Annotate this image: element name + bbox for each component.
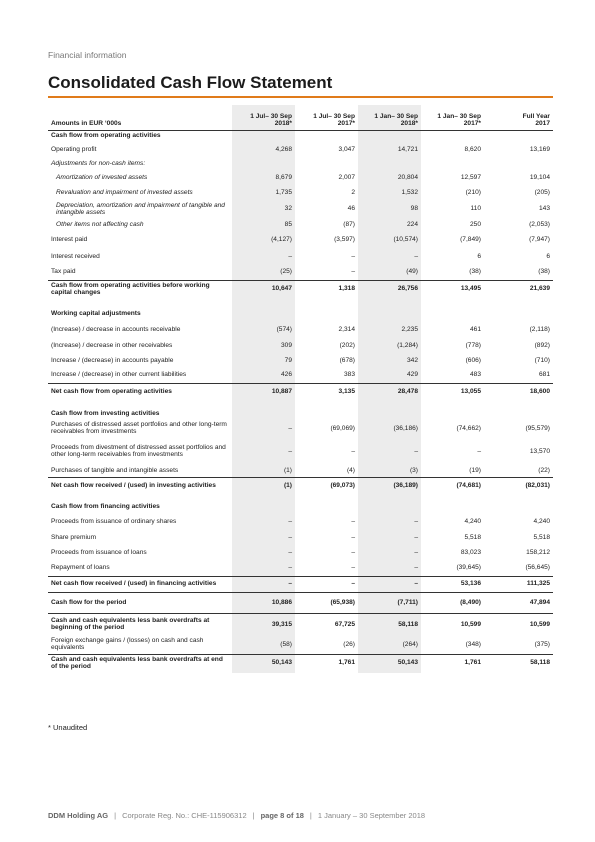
row-value: 26,756 <box>358 281 421 299</box>
row-label: Net cash flow received / (used) in investing activities <box>48 478 232 496</box>
table-row <box>48 354 553 369</box>
row-value <box>484 299 553 308</box>
row-label: Revaluation and impairment of invested assets <box>56 189 193 197</box>
row-value: 5,518 <box>464 533 481 541</box>
row-value: 50,143 <box>232 655 295 673</box>
table-row <box>48 637 553 655</box>
row-value <box>232 401 295 409</box>
row-value: (1) <box>232 466 295 478</box>
row-label: Cash flow from operating activities before working capital changes <box>48 281 232 299</box>
row-value: (210) <box>465 189 481 197</box>
row-label: Net cash flow received / (used) in financing activities <box>48 577 232 593</box>
row-value: – <box>358 439 421 466</box>
row-value: 10,887 <box>232 384 295 401</box>
row-value: – <box>358 249 421 266</box>
row-value <box>421 401 484 409</box>
table-body <box>48 131 553 673</box>
row-value: (95,579) <box>525 424 550 432</box>
row-value <box>484 159 553 171</box>
row-label: Foreign exchange gains / (losses) on cash and cash equivalents <box>51 637 204 652</box>
row-value: – <box>351 548 355 556</box>
row-label: Other items not affecting cash <box>56 220 144 228</box>
row-value: (25) <box>232 266 295 281</box>
row-value: (7,849) <box>460 235 481 243</box>
title-rule <box>48 96 553 98</box>
table-row <box>48 409 553 420</box>
row-value: 20,804 <box>358 171 421 187</box>
row-value: 3,135 <box>295 384 358 401</box>
row-value <box>295 502 358 514</box>
row-value <box>295 131 358 142</box>
row-value: (87) <box>343 220 355 228</box>
table-row <box>48 369 553 384</box>
row-value <box>232 131 295 142</box>
row-label: Adjustments for non-cash items: <box>51 160 146 168</box>
row-value <box>484 401 553 409</box>
row-value <box>295 159 358 171</box>
row-value: (2,053) <box>529 220 550 228</box>
row-value: (3,597) <box>334 235 355 243</box>
row-value: (36,189) <box>358 478 421 496</box>
row-value: 2,314 <box>338 325 355 333</box>
row-value: 28,478 <box>358 384 421 401</box>
row-value <box>232 502 295 514</box>
row-value <box>484 308 553 322</box>
row-value <box>421 409 484 420</box>
row-value: (348) <box>465 640 481 648</box>
column-header: Full Year 2017 <box>484 105 553 131</box>
row-value: – <box>232 546 295 561</box>
row-label: Cash flow from investing activities <box>51 409 160 417</box>
row-value: – <box>351 268 355 276</box>
row-value: 4,268 <box>232 142 295 159</box>
row-value: 10,599 <box>421 614 484 637</box>
row-value: (375) <box>534 640 550 648</box>
row-value: – <box>351 252 355 260</box>
row-value: 681 <box>538 371 550 379</box>
row-value: – <box>358 577 421 593</box>
row-value: (778) <box>465 341 481 349</box>
table-row <box>48 502 553 514</box>
row-value <box>358 409 421 420</box>
row-value: 461 <box>469 325 481 333</box>
row-value: – <box>358 514 421 531</box>
table-row <box>48 401 553 409</box>
row-label <box>48 401 232 409</box>
row-value: 8,620 <box>464 145 481 153</box>
row-value <box>295 401 358 409</box>
row-value: – <box>358 531 421 546</box>
row-label: Cash flow from financing activities <box>51 503 160 511</box>
row-value: 5,518 <box>533 533 550 541</box>
row-label <box>48 299 232 308</box>
row-value: (65,938) <box>295 593 358 614</box>
row-value: 10,886 <box>232 593 295 614</box>
column-header: 1 Jan– 30 Sep 2017* <box>421 105 484 131</box>
row-value: (7,947) <box>529 235 550 243</box>
row-value: 483 <box>469 371 481 379</box>
row-value: 429 <box>358 369 421 384</box>
row-value <box>295 308 358 322</box>
row-value: 8,679 <box>232 171 295 187</box>
table-row <box>48 614 553 637</box>
row-value: 14,721 <box>358 142 421 159</box>
row-label: Proceeds from issuance of loans <box>51 548 147 556</box>
row-label: Amortization of invested assets <box>56 174 148 182</box>
row-value: 1,532 <box>358 187 421 201</box>
row-value: 2,235 <box>358 322 421 339</box>
table-row <box>48 531 553 546</box>
row-value: (38) <box>538 268 550 276</box>
table-row <box>48 514 553 531</box>
row-value: – <box>232 439 295 466</box>
row-value: – <box>295 577 358 593</box>
row-value: 58,118 <box>484 655 553 673</box>
row-value: 6 <box>477 252 481 260</box>
row-value: 143 <box>538 205 550 213</box>
row-value: (606) <box>465 356 481 364</box>
row-value <box>484 131 553 142</box>
table-row <box>48 281 553 299</box>
table-row <box>48 384 553 401</box>
row-label: Cash flow for the period <box>48 593 232 614</box>
row-value: 3,047 <box>338 145 355 153</box>
row-value: (36,186) <box>358 420 421 439</box>
row-value: – <box>358 546 421 561</box>
table-header-row <box>48 105 553 131</box>
row-value <box>421 502 484 514</box>
table-row <box>48 131 553 142</box>
row-value: (678) <box>339 356 355 364</box>
page-footer: DDM Holding AG | Corporate Reg. No.: CHE-115906312 | page 8 of 18 | 1 January – 30 September 2018 <box>48 811 426 820</box>
header-amounts-label: Amounts in EUR ‘000s <box>48 105 232 131</box>
table-row <box>48 171 553 187</box>
row-value: 13,570 <box>529 447 550 455</box>
row-value: 224 <box>358 219 421 232</box>
table-row <box>48 187 553 201</box>
row-value: (22) <box>538 466 550 474</box>
row-value: (574) <box>232 322 295 339</box>
row-label: Interest paid <box>51 235 88 243</box>
row-value: 12,597 <box>460 174 481 182</box>
row-label: Purchases of tangible and intangible assets <box>51 466 179 474</box>
row-value: (7,711) <box>358 593 421 614</box>
table-row <box>48 561 553 577</box>
row-value: 58,118 <box>358 614 421 637</box>
footer-company: DDM Holding AG <box>48 811 109 820</box>
row-value: 111,325 <box>484 577 553 593</box>
row-value: 13,169 <box>529 145 550 153</box>
row-value: 85 <box>232 219 295 232</box>
row-value <box>484 502 553 514</box>
row-label: (Increase) / decrease in other receivables <box>51 341 173 349</box>
row-value: 1,318 <box>295 281 358 299</box>
row-value: 79 <box>232 354 295 369</box>
row-label: Increase / (decrease) in accounts payable <box>51 356 174 364</box>
table-row <box>48 577 553 593</box>
row-value: – <box>351 533 355 541</box>
row-label: Purchases of distressed asset portfolios and other long-term receivables from investments <box>51 421 227 435</box>
footer-period: 1 January – 30 September 2018 <box>317 811 426 820</box>
row-label: Repayment of loans <box>51 563 110 571</box>
page-title: Consolidated Cash Flow Statement <box>48 73 333 92</box>
row-value: (38) <box>469 268 481 276</box>
row-value: 342 <box>358 354 421 369</box>
table-row <box>48 339 553 354</box>
table-row <box>48 266 553 281</box>
row-label: Cash and cash equivalents less bank overdrafts at end of the period <box>48 655 232 673</box>
row-value: (26) <box>343 640 355 648</box>
row-value: 10,647 <box>232 281 295 299</box>
row-label: Depreciation, amortization and impairment of tangible and intangible assets <box>56 201 225 216</box>
row-value: 309 <box>232 339 295 354</box>
row-value: 110 <box>470 205 481 213</box>
row-value: (4,127) <box>232 232 295 249</box>
row-value: – <box>351 447 355 455</box>
row-value: 6 <box>546 252 550 260</box>
row-value: (82,031) <box>484 478 553 496</box>
row-value <box>232 409 295 420</box>
row-value: (19) <box>469 466 481 474</box>
row-label: Cash flow from operating activities <box>51 131 161 139</box>
row-value: 4,240 <box>464 517 481 525</box>
row-value: (892) <box>534 341 550 349</box>
row-value: 383 <box>343 371 355 379</box>
footer-reg: Corporate Reg. No.: CHE-115906312 <box>122 811 247 820</box>
table-row <box>48 478 553 496</box>
table-row <box>48 299 553 308</box>
table-row <box>48 308 553 322</box>
row-label: Net cash flow from operating activities <box>48 384 232 401</box>
row-value: 50,143 <box>358 655 421 673</box>
row-value: – <box>351 563 355 571</box>
row-value: 13,055 <box>421 384 484 401</box>
row-value: (3) <box>358 466 421 478</box>
table-row <box>48 655 553 673</box>
row-value: 426 <box>232 369 295 384</box>
row-value: (56,645) <box>525 563 550 571</box>
row-value: 53,136 <box>421 577 484 593</box>
row-value <box>421 299 484 308</box>
row-value: 4,240 <box>533 517 550 525</box>
row-value: (10,574) <box>358 232 421 249</box>
row-value: 250 <box>469 220 481 228</box>
row-value <box>232 308 295 322</box>
row-value: 1,735 <box>232 187 295 201</box>
row-value: 19,104 <box>529 174 550 182</box>
table-row <box>48 420 553 439</box>
row-value: – <box>232 531 295 546</box>
cash-flow-table <box>48 105 553 673</box>
row-value <box>421 159 484 171</box>
table-row <box>48 546 553 561</box>
row-value: (2,118) <box>529 325 550 333</box>
row-value: (69,073) <box>295 478 358 496</box>
section-label: Financial information <box>48 50 127 60</box>
row-value: 2,007 <box>338 174 355 182</box>
row-label: Share premium <box>51 533 97 541</box>
row-value: – <box>232 561 295 577</box>
row-value: (69,069) <box>330 424 355 432</box>
row-value: 83,023 <box>460 548 481 556</box>
unaudited-note: * Unaudited <box>48 723 88 732</box>
row-value: 47,894 <box>484 593 553 614</box>
row-value: (74,662) <box>456 424 481 432</box>
row-value <box>358 308 421 322</box>
row-label: Operating profit <box>51 145 97 153</box>
table-row <box>48 322 553 339</box>
row-value: 1,761 <box>421 655 484 673</box>
row-value: 18,600 <box>484 384 553 401</box>
row-value <box>232 159 295 171</box>
row-label: Tax paid <box>51 268 76 276</box>
row-value <box>358 401 421 409</box>
row-value: (202) <box>339 341 355 349</box>
row-value: 46 <box>347 205 355 213</box>
table-row <box>48 439 553 466</box>
row-value: (1) <box>232 478 295 496</box>
row-value: (74,681) <box>421 478 484 496</box>
row-value: 10,599 <box>484 614 553 637</box>
row-label: Interest received <box>51 252 100 260</box>
row-value: 67,725 <box>295 614 358 637</box>
row-value: (8,490) <box>421 593 484 614</box>
row-value <box>358 502 421 514</box>
row-value: – <box>232 420 295 439</box>
table-row <box>48 142 553 159</box>
row-value: 21,639 <box>484 281 553 299</box>
row-value: – <box>232 514 295 531</box>
row-value <box>421 308 484 322</box>
row-value: – <box>351 517 355 525</box>
row-value: (58) <box>232 637 295 655</box>
row-value: (49) <box>358 266 421 281</box>
row-value <box>232 299 295 308</box>
table-row <box>48 159 553 171</box>
row-value <box>358 159 421 171</box>
row-value: – <box>477 447 481 455</box>
row-value: 98 <box>358 201 421 219</box>
row-value: 2 <box>351 189 355 197</box>
row-value: 1,761 <box>295 655 358 673</box>
row-label: Increase / (decrease) in other current liabilities <box>51 371 187 379</box>
row-value <box>421 131 484 142</box>
row-value: (264) <box>358 637 421 655</box>
column-header: 1 Jul– 30 Sep 2017* <box>295 105 358 131</box>
column-header: 1 Jan– 30 Sep 2018* <box>358 105 421 131</box>
row-value: 32 <box>232 201 295 219</box>
row-value: – <box>358 561 421 577</box>
row-label: Proceeds from divestment of distressed asset portfolios and other long-term receivables from investments <box>51 444 226 458</box>
table-row <box>48 593 553 614</box>
row-value: (39,645) <box>456 563 481 571</box>
table-row <box>48 466 553 478</box>
row-value: 13,495 <box>421 281 484 299</box>
table-row <box>48 249 553 266</box>
row-value <box>358 131 421 142</box>
row-value: 39,315 <box>232 614 295 637</box>
table-row <box>48 232 553 249</box>
row-label: Working capital adjustments <box>51 310 141 318</box>
row-value: – <box>232 249 295 266</box>
column-header: 1 Jul– 30 Sep 2018* <box>232 105 295 131</box>
row-value: (710) <box>534 356 550 364</box>
row-value: (1,284) <box>358 339 421 354</box>
row-value <box>484 409 553 420</box>
row-value: (205) <box>534 189 550 197</box>
row-label: Proceeds from issuance of ordinary shares <box>51 517 177 525</box>
row-label: Cash and cash equivalents less bank overdrafts at beginning of the period <box>48 614 232 637</box>
row-value: (4) <box>346 466 355 474</box>
table-row <box>48 201 553 219</box>
row-value <box>295 299 358 308</box>
footer-page: page 8 of 18 <box>260 811 304 820</box>
row-value: 158,212 <box>526 548 550 556</box>
row-value: – <box>232 577 295 593</box>
row-value <box>295 409 358 420</box>
row-label: (Increase) / decrease in accounts receivable <box>51 325 181 333</box>
table-row <box>48 219 553 232</box>
row-value <box>358 299 421 308</box>
